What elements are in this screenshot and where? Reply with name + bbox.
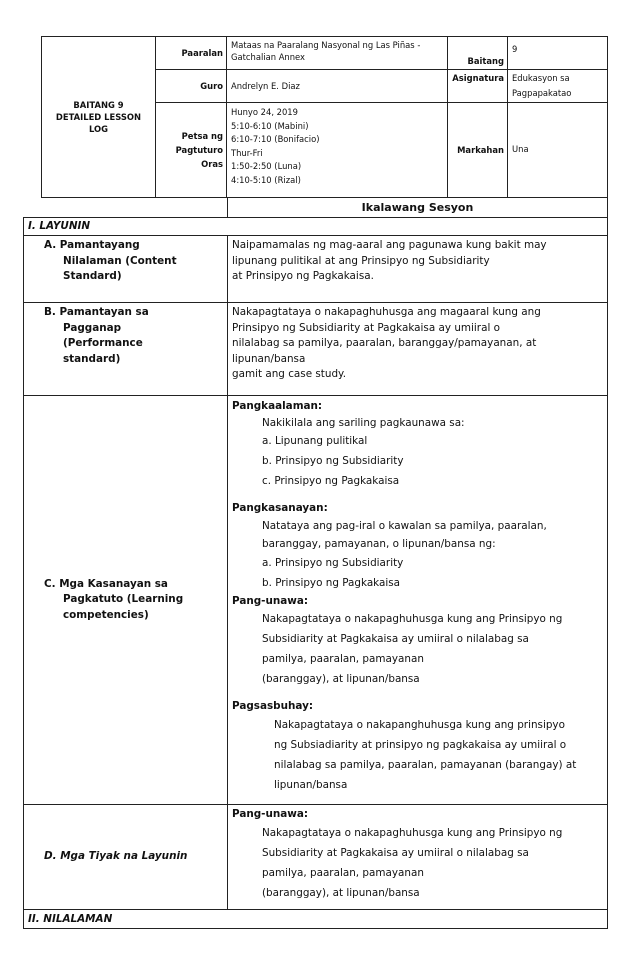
guro-value: Andrelyn E. Diaz — [227, 70, 448, 103]
text-line: pamilya, paaralan, pamayanan — [262, 866, 424, 879]
blank-cell — [24, 198, 228, 218]
label-line: C. Mga Kasanayan sa — [44, 577, 168, 590]
asignatura-label: Asignatura — [448, 70, 508, 103]
text-line: Subsidiarity at Pagkakaisa ay umiiral o nilalabag sa — [262, 846, 529, 859]
baitang-label: Baitang — [448, 37, 508, 70]
text-line: b. Prinsipyo ng Subsidiarity — [262, 455, 404, 467]
text-line: (baranggay), at lipunan/bansa — [262, 673, 420, 685]
content-standard-label — [24, 236, 228, 303]
text-line: lipunan/bansa — [232, 352, 306, 365]
petsa-value-line: Hunyo 24, 2019 — [231, 107, 298, 117]
text-line: baranggay, pamayanan, o lipunan/bansa ng: — [262, 537, 496, 550]
petsa-label-line: Oras — [201, 159, 223, 169]
specific-objectives-text — [228, 805, 608, 910]
text-line: at Prinsipyo ng Pagkakaisa. — [232, 270, 374, 282]
petsa-value — [227, 103, 448, 198]
text-line: gamit ang case study. — [232, 368, 347, 380]
label-line: competencies) — [63, 608, 149, 621]
log-title-cell — [42, 37, 156, 198]
log-title-line: LOG — [88, 124, 109, 134]
petsa-label-line: Petsa ng — [181, 131, 223, 141]
label-line: standard) — [63, 352, 121, 365]
text-line: lipunang pulitikal at ang Prinsipyo ng Subsidiarity — [232, 254, 490, 267]
learning-competencies-text — [228, 396, 608, 805]
pangkaalaman-title: Pangkaalaman: — [232, 400, 323, 412]
section-nilalaman-title: II. NILALAMAN — [24, 910, 608, 929]
markahan-label: Markahan — [448, 103, 508, 198]
petsa-label-line: Pagtuturo — [175, 145, 223, 155]
petsa-value-line: 5:10-6:10 (Mabini) — [231, 120, 309, 131]
petsa-label — [156, 103, 227, 198]
text-line: nilalabag sa pamilya, paaralan, baranggay/pamayanan, at — [232, 337, 537, 349]
label-line: A. Pamantayang — [44, 239, 140, 251]
petsa-value-line: 6:10-7:10 (Bonifacio) — [231, 134, 320, 144]
text-line: Natataya ang pag-iral o kawalan sa pamilya, paaralan, — [262, 519, 547, 532]
session-title: Ikalawang Sesyon — [228, 198, 608, 218]
specific-objectives-label: D. Mga Tiyak na Layunin — [24, 805, 228, 910]
performance-standard-label — [24, 303, 228, 396]
log-title-line: DETAILED LESSON — [55, 112, 142, 122]
performance-standard-text — [228, 303, 608, 396]
text-line: Nakapagtataya o nakapaghuhusga kung ang Prinsipyo ng — [262, 613, 563, 625]
section-layunin-title: I. LAYUNIN — [24, 218, 608, 236]
text-line: lipunan/bansa — [274, 778, 348, 791]
content-standard-text — [228, 236, 608, 303]
text-line: a. Prinsipyo ng Subsidiarity — [262, 556, 404, 569]
text-line: ng Subsiadiarity at prinsipyo ng pagkakaisa ay umiiral o — [274, 738, 567, 751]
pangkasanayan-title: Pangkasanayan: — [232, 502, 328, 514]
label-line: Standard) — [63, 270, 122, 282]
petsa-value-line: Thur-Fri — [231, 147, 263, 158]
asignatura-line: Edukasyon sa — [512, 73, 570, 83]
guro-label: Guro — [156, 70, 227, 103]
text-line: c. Prinsipyo ng Pagkakaisa — [262, 475, 400, 487]
text-line: Nakikilala ang sariling pagkaunawa sa: — [262, 416, 465, 429]
text-line: pamilya, paaralan, pamayanan — [262, 653, 424, 665]
markahan-value: Una — [508, 103, 608, 198]
text-line: Nakapagtataya o nakapanghuhusga kung ang prinsipyo — [274, 718, 565, 731]
label-line: Nilalaman (Content — [63, 254, 177, 267]
text-line: Prinsipyo ng Subsidiarity at Pagkakaisa ay umiiral o — [232, 321, 500, 334]
label-line: (Performance — [63, 337, 143, 349]
main-table — [23, 197, 608, 929]
petsa-value-line: 4:10-5:10 (Rizal) — [231, 174, 301, 185]
petsa-value-line: 1:50-2:50 (Luna) — [231, 161, 302, 171]
baitang-value: 9 — [508, 37, 608, 70]
header-table — [41, 36, 608, 198]
text-line: b. Prinsipyo ng Pagkakaisa — [262, 576, 401, 589]
label-line: Pagkatuto (Learning — [63, 593, 184, 606]
paaralan-label: Paaralan — [156, 37, 227, 70]
learning-competencies-label — [24, 396, 228, 805]
asignatura-value — [508, 70, 608, 103]
label-line: B. Pamantayan sa — [44, 306, 149, 318]
text-line: nilalabag sa pamilya, paaralan, pamayanan (barangay) at — [274, 758, 577, 771]
d-pangunawa-title: Pang-unawa: — [232, 808, 309, 820]
text-line: Nakapagtataya o nakapaghuhusga ang magaaral kung ang — [232, 306, 541, 318]
label-line: Pagganap — [63, 321, 122, 334]
text-line: (baranggay), at lipunan/bansa — [262, 886, 420, 899]
text-line: Naipamamalas ng mag-aaral ang pagunawa kung bakit may — [232, 239, 547, 251]
lesson-log-document — [28, 36, 607, 929]
asignatura-line: Pagpapakatao — [512, 88, 572, 98]
text-line: a. Lipunang pulitikal — [262, 435, 368, 447]
paaralan-value: Mataas na Paaralang Nasyonal ng Las Piñas - Gatchalian Annex — [227, 37, 448, 70]
pagsasbuhay-title: Pagsasbuhay: — [232, 700, 314, 712]
text-line: Nakapagtataya o nakapaghuhusga kung ang Prinsipyo ng — [262, 826, 563, 839]
text-line: Subsidiarity at Pagkakaisa ay umiiral o nilalabag sa — [262, 633, 529, 645]
pangunawa-title: Pang-unawa: — [232, 594, 309, 607]
log-title-line: BAITANG 9 — [73, 100, 124, 110]
